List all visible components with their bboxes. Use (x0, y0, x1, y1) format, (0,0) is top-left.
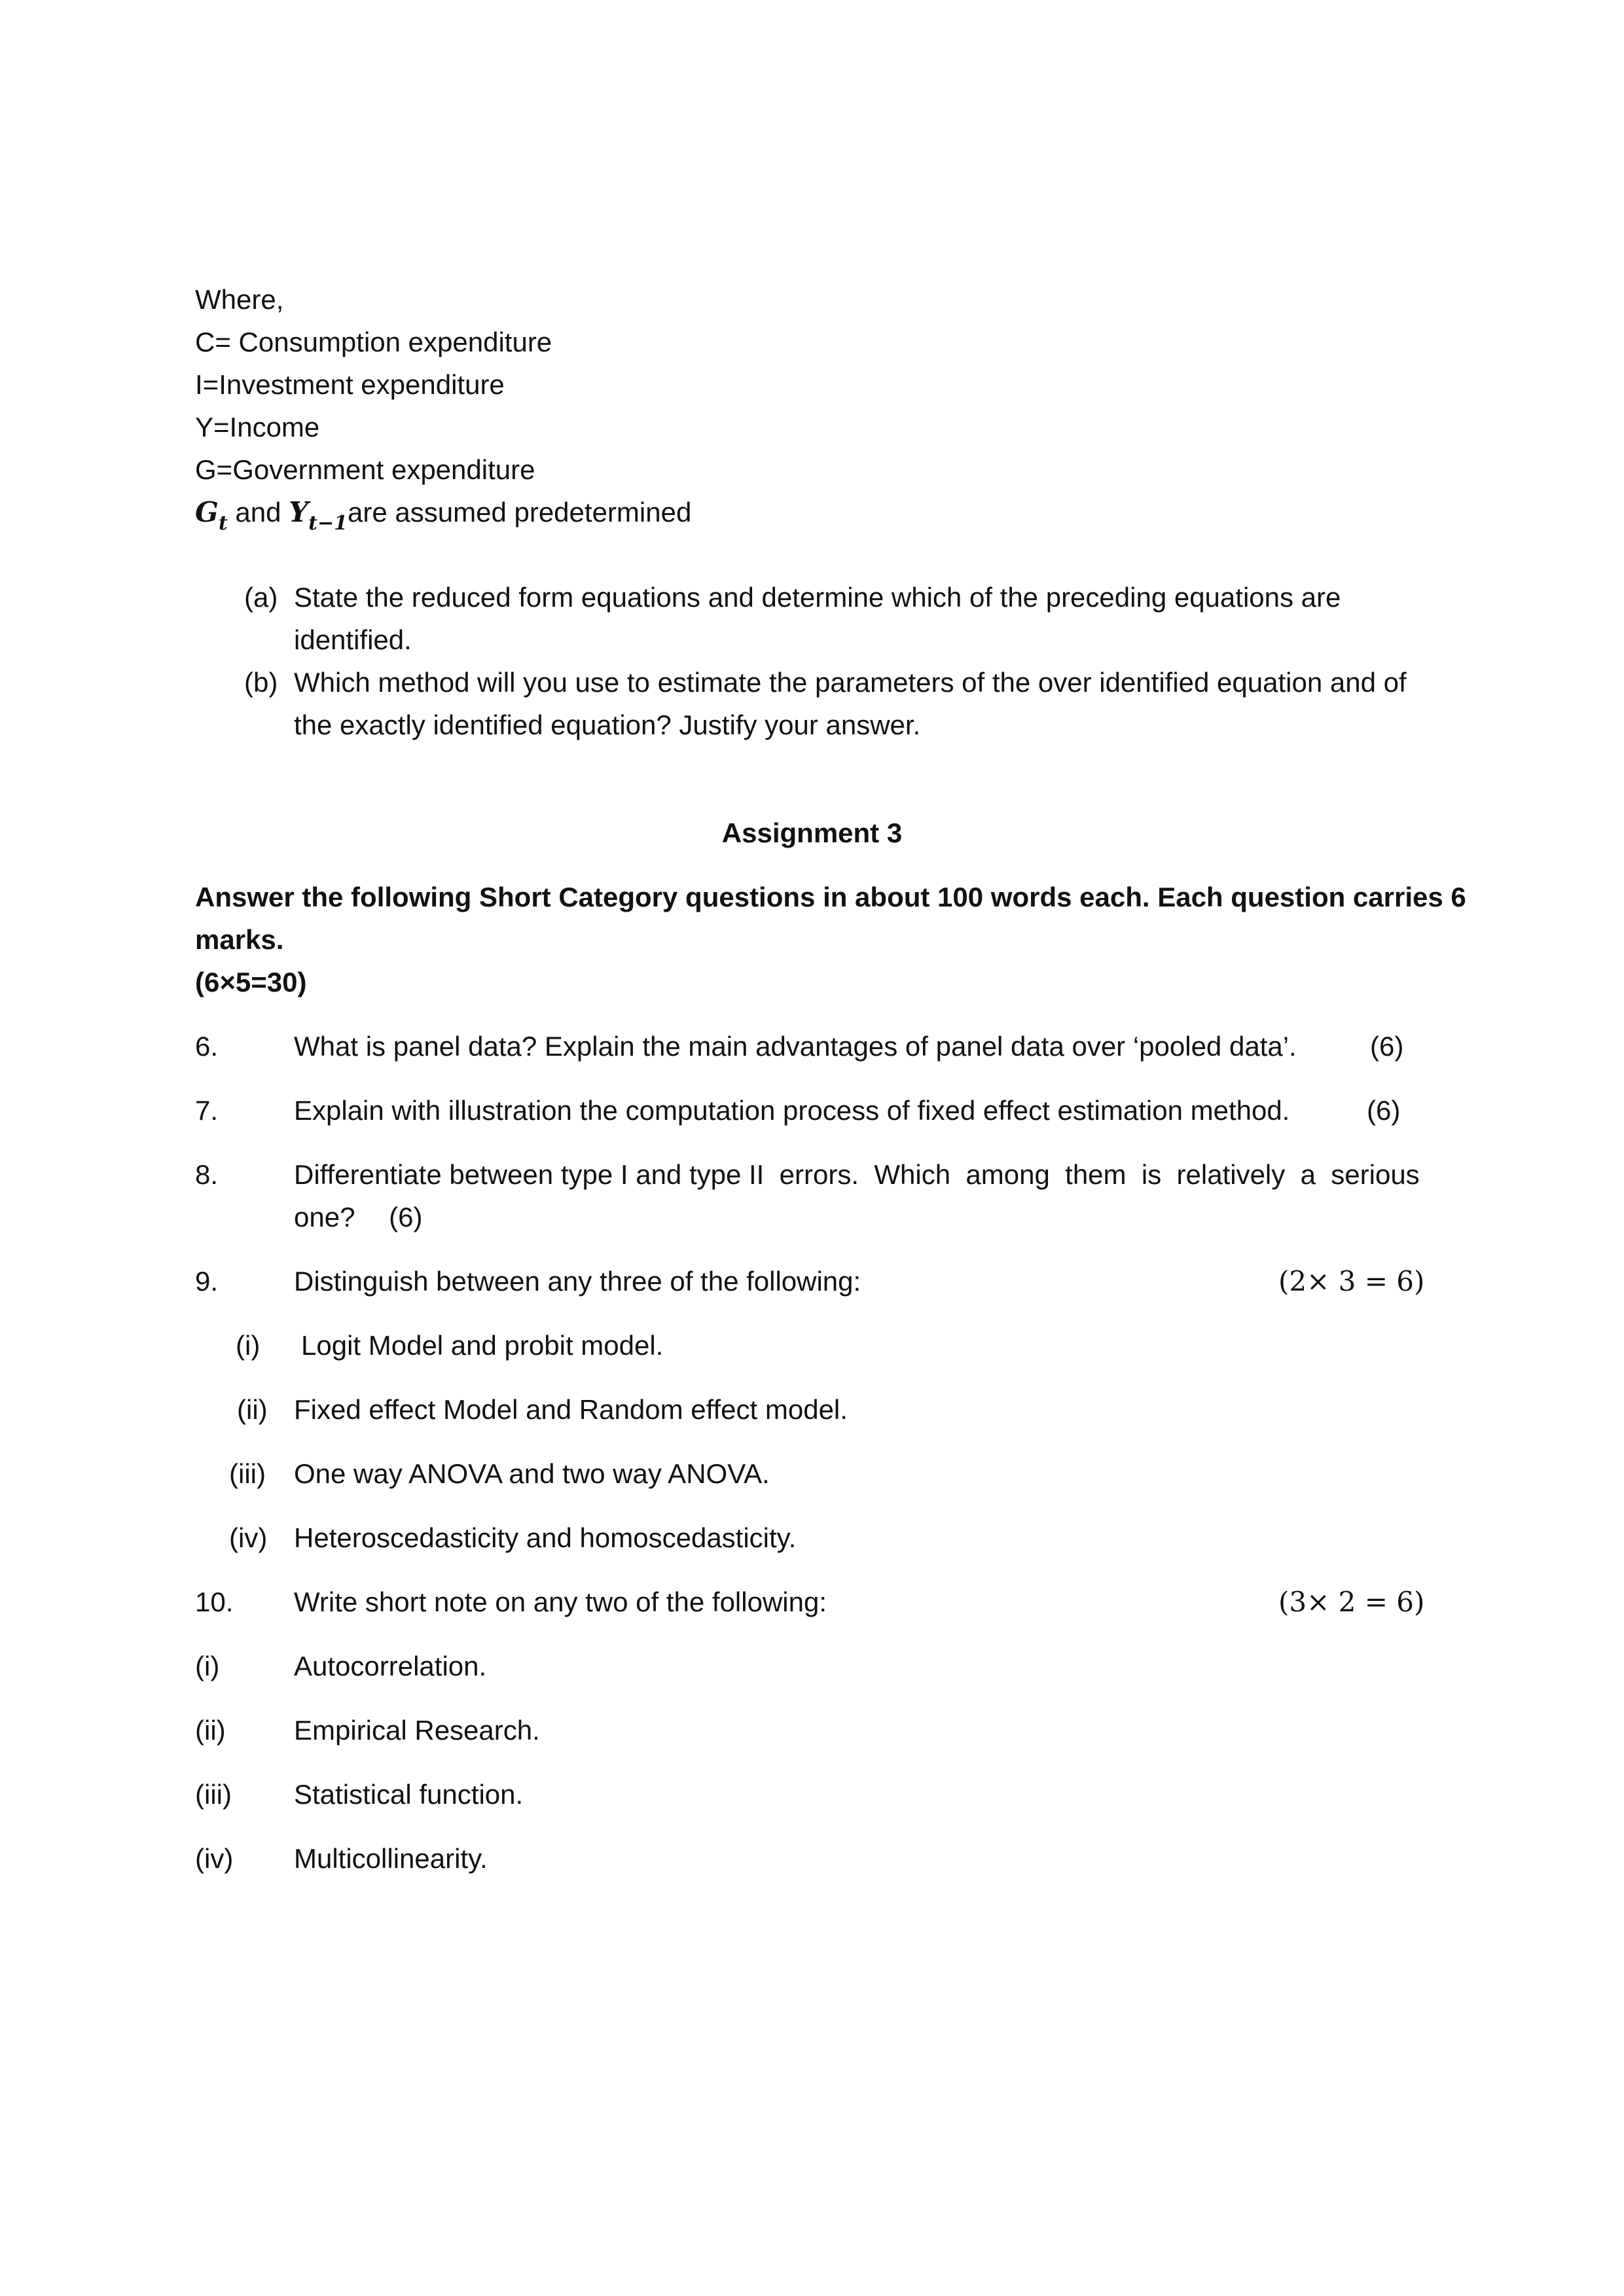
question-8-line2 (294, 1196, 422, 1238)
question-10-option-i: Autocorrelation. (294, 1651, 487, 1681)
question-number-8: 8. (195, 1159, 219, 1190)
predetermined-line (195, 491, 691, 537)
question-10-option-iii: Statistical function. (294, 1779, 524, 1810)
question-10-option-marker-i: (i) (195, 1651, 220, 1681)
question-9-option-ii: Fixed effect Model and Random effect model. (294, 1394, 848, 1425)
question-10-option-iv: Multicollinearity. (294, 1843, 488, 1874)
question-6-marks: (6) (1370, 1031, 1404, 1062)
question-8-line1: Differentiate between type I and type II errors. Which among them is relatively a serious (294, 1159, 1420, 1190)
instruction-line1: Answer the following Short Category questions in about 100 words each. Each question carries 6 (195, 882, 1466, 912)
sub-question-marker-a: (a) (244, 582, 278, 613)
question-9-option-marker-iv: (iv) (229, 1522, 268, 1553)
y-variable: Y (289, 496, 309, 528)
sub-question-b-line1: Which method will you use to estimate the parameters of the over identified equation and of (294, 667, 1407, 698)
question-10-option-marker-iii: (iii) (195, 1779, 232, 1810)
question-8-marks: (6) (389, 1202, 423, 1232)
g-variable: G (195, 496, 219, 528)
question-10-marks: (3× 2 = 6) (1278, 1586, 1425, 1618)
predetermined-text: are assumed predetermined (348, 497, 692, 528)
sub-question-a-line1: State the reduced form equations and determine which of the preceding equations are (294, 582, 1341, 613)
sub-question-a-line2: identified. (294, 624, 412, 655)
question-8-line2-text: one? (294, 1202, 355, 1232)
definition-government: G=Government expenditure (195, 454, 535, 485)
instruction-total: (6×5=30) (195, 967, 307, 997)
question-9-option-iv: Heteroscedasticity and homoscedasticity. (294, 1522, 797, 1553)
question-10-text: Write short note on any two of the following: (294, 1587, 827, 1617)
y-subscript: t−1 (308, 512, 348, 535)
question-9-option-iii: One way ANOVA and two way ANOVA. (294, 1458, 770, 1489)
definition-income: Y=Income (195, 412, 320, 442)
question-number-9: 9. (195, 1266, 219, 1297)
definition-consumption: C= Consumption expenditure (195, 327, 552, 357)
g-subscript: t (218, 512, 228, 535)
question-number-10: 10. (195, 1587, 234, 1617)
where-label: Where, (195, 284, 284, 315)
question-10-option-marker-ii: (ii) (195, 1715, 226, 1746)
question-7-marks: (6) (1367, 1095, 1401, 1126)
question-10-option-ii: Empirical Research. (294, 1715, 540, 1746)
question-9-option-marker-iii: (iii) (229, 1458, 266, 1489)
definition-investment: I=Investment expenditure (195, 369, 505, 400)
question-10-option-marker-iv: (iv) (195, 1843, 234, 1874)
question-9-text: Distinguish between any three of the following: (294, 1266, 861, 1297)
sub-question-b-line2: the exactly identified equation? Justify your answer. (294, 709, 921, 740)
question-9-marks: (2× 3 = 6) (1278, 1265, 1425, 1297)
sub-question-marker-b: (b) (244, 667, 278, 698)
question-9-option-marker-ii: (ii) (237, 1394, 268, 1425)
question-number-6: 6. (195, 1031, 219, 1062)
and-word: and (235, 497, 281, 528)
question-9-option-i: Logit Model and probit model. (301, 1330, 664, 1361)
question-9-option-marker-i: (i) (236, 1330, 261, 1361)
assignment-title: Assignment 3 (721, 817, 903, 848)
question-7-text: Explain with illustration the computation process of fixed effect estimation method. (294, 1095, 1290, 1126)
question-6-text: What is panel data? Explain the main advantages of panel data over ‘pooled data’. (294, 1031, 1297, 1062)
instruction-line2: marks. (195, 924, 284, 955)
question-number-7: 7. (195, 1095, 219, 1126)
